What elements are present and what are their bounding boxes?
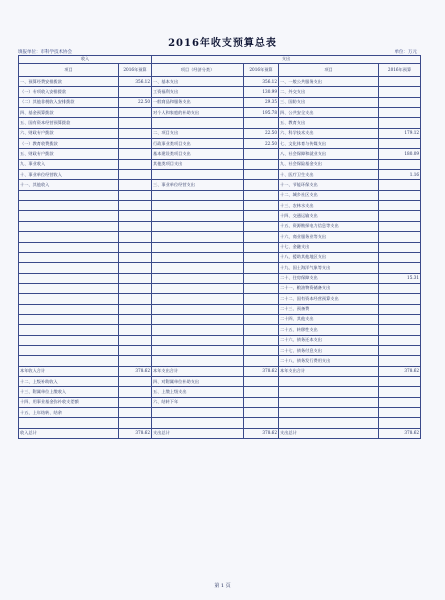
econ-budget-cell: 356.12 — [244, 77, 279, 87]
econ-item-cell — [152, 221, 244, 231]
income-budget-cell — [119, 356, 152, 366]
income-budget-cell — [119, 159, 152, 169]
table-row — [19, 294, 421, 304]
table-row — [19, 387, 421, 397]
econ-item-cell — [152, 294, 244, 304]
func-item-cell: 七、文化体育与传媒支出 — [279, 139, 379, 149]
func-budget-cell — [379, 345, 421, 355]
income-budget-cell — [119, 273, 152, 283]
func-item-cell: 二十六、债务还本支出 — [279, 335, 379, 345]
econ-item-cell — [152, 283, 244, 293]
income-budget-cell — [119, 294, 152, 304]
econ-item-cell: 三、事业单位经营支出 — [152, 180, 244, 190]
table-row — [19, 335, 421, 345]
econ-budget-cell — [244, 252, 279, 262]
econ-budget-cell — [244, 118, 279, 128]
func-budget-cell — [379, 108, 421, 118]
income-budget-cell — [119, 314, 152, 324]
func-budget-cell — [379, 232, 421, 242]
func-budget-cell — [379, 304, 421, 314]
econ-item-cell — [152, 242, 244, 252]
func-item-cell: 二、外交支出 — [279, 87, 379, 97]
income-budget-cell — [119, 201, 152, 211]
income-budget-cell — [119, 128, 152, 138]
econ-item-cell: 四、对附属单位补助支出 — [152, 376, 244, 386]
income-budget-cell — [119, 232, 152, 242]
header-row-2 — [19, 64, 421, 77]
income-budget-cell — [119, 408, 152, 418]
func-item-cell: 六、科学技术支出 — [279, 128, 379, 138]
func-item-cell: 八、社会保障和就业支出 — [279, 149, 379, 159]
income-item-cell — [19, 232, 119, 242]
func-budget-cell: 179.12 — [379, 128, 421, 138]
func-item-cell: 二十二、国有资本经营预算支出 — [279, 294, 379, 304]
func-item-cell — [279, 408, 379, 418]
func-item-cell: 十四、交通运输支出 — [279, 211, 379, 221]
econ-item-cell — [152, 408, 244, 418]
income-budget-cell — [119, 325, 152, 335]
income-budget-cell — [119, 252, 152, 262]
econ-budget-cell — [244, 418, 279, 428]
econ-budget-cell — [244, 325, 279, 335]
func-budget-cell — [379, 314, 421, 324]
econ-budget-cell: 29.35 — [244, 97, 279, 107]
func-budget-cell — [379, 356, 421, 366]
func-budget-cell — [379, 376, 421, 386]
income-item-cell: 五、财政专户拨款 — [19, 149, 119, 159]
expense-header: 支出 — [152, 56, 421, 64]
econ-item-cell — [152, 252, 244, 262]
income-item-cell — [19, 314, 119, 324]
econ-budget-cell — [244, 314, 279, 324]
income-item-cell: 收入总计 — [19, 428, 119, 438]
econ-item-cell — [152, 201, 244, 211]
table-row — [19, 232, 421, 242]
econ-item-cell: 对个人和家庭的补助支出 — [152, 108, 244, 118]
econ-budget-cell — [244, 294, 279, 304]
income-item-cell — [19, 304, 119, 314]
econ-budget-cell: 22.50 — [244, 139, 279, 149]
func-item-cell: 二十五、转移性支出 — [279, 325, 379, 335]
func-budget-cell — [379, 97, 421, 107]
table-row — [19, 170, 421, 180]
table-row — [19, 128, 421, 138]
func-budget-cell — [379, 201, 421, 211]
func-budget-cell — [379, 211, 421, 221]
func-item-cell — [279, 387, 379, 397]
income-budget-cell: 378.62 — [119, 428, 152, 438]
econ-budget-cell — [244, 149, 279, 159]
func-budget-cell — [379, 325, 421, 335]
func-budget-cell — [379, 159, 421, 169]
econ-item-cell — [152, 263, 244, 273]
func-item-cell: 十五、资源勘探电力信息等支出 — [279, 221, 379, 231]
econ-item-cell: 六、结转下年 — [152, 397, 244, 407]
func-budget-cell: 180.09 — [379, 149, 421, 159]
func-item-cell: 三、国防支出 — [279, 97, 379, 107]
income-item-cell — [19, 211, 119, 221]
income-budget-cell — [119, 335, 152, 345]
income-item-cell — [19, 221, 119, 231]
econ-budget-cell — [244, 242, 279, 252]
table-row — [19, 325, 421, 335]
table-row — [19, 428, 421, 438]
econ-item-cell: 基本建设类项目支出 — [152, 149, 244, 159]
econ-item-cell — [152, 335, 244, 345]
income-item-cell: 十、事业单位经营收入 — [19, 170, 119, 180]
econ-item-cell: 本年支出合计 — [152, 366, 244, 376]
econ-item-cell: 其他类项目支出 — [152, 159, 244, 169]
econ-item-cell — [152, 190, 244, 200]
income-budget-cell — [119, 170, 152, 180]
econ-budget-cell: 130.99 — [244, 87, 279, 97]
income-item-cell: 四、基金预算拨款 — [19, 108, 119, 118]
func-item-cell: 二十、住房保障支出 — [279, 273, 379, 283]
econ-budget-cell: 378.62 — [244, 428, 279, 438]
income-budget-cell — [119, 108, 152, 118]
income-budget-cell — [119, 211, 152, 221]
page-title: 2016年收支预算总表 — [168, 38, 277, 49]
income-item-cell: 一、预算经费安排拨款 — [19, 77, 119, 87]
econ-budget-cell — [244, 387, 279, 397]
income-budget-cell — [119, 345, 152, 355]
income-item-cell: （一）教育收费拨款 — [19, 139, 119, 149]
func-item-cell: 支出总计 — [279, 428, 379, 438]
income-item-cell — [19, 325, 119, 335]
econ-budget-cell — [244, 170, 279, 180]
func-budget-cell — [379, 418, 421, 428]
income-item-cell: 五、国有资本经营预算拨款 — [19, 118, 119, 128]
table-row — [19, 118, 421, 128]
table-row — [19, 283, 421, 293]
table-row — [19, 252, 421, 262]
econ-budget-cell — [244, 283, 279, 293]
econ-item-cell — [152, 170, 244, 180]
func-budget-cell — [379, 190, 421, 200]
income-item-cell: 十二、上级补助收入 — [19, 376, 119, 386]
table-row — [19, 242, 421, 252]
income-item-cell — [19, 283, 119, 293]
table-row — [19, 221, 421, 231]
income-item-cell: （一）专项收入安排拨款 — [19, 87, 119, 97]
func-item-cell: 十、医疗卫生支出 — [279, 170, 379, 180]
income-budget-cell — [119, 263, 152, 273]
func-budget-cell — [379, 408, 421, 418]
table-row — [19, 108, 421, 118]
econ-item-cell — [152, 418, 244, 428]
table-row — [19, 263, 421, 273]
econ-budget-cell — [244, 232, 279, 242]
table-row — [19, 397, 421, 407]
table-row — [19, 87, 421, 97]
econ-item-cell: 行政事业类项目支出 — [152, 139, 244, 149]
func-budget-cell — [379, 87, 421, 97]
econ-item-cell — [152, 273, 244, 283]
table-row — [19, 376, 421, 386]
func-item-cell: 一、一般公共服务支出 — [279, 77, 379, 87]
table-row — [19, 304, 421, 314]
income-item-cell: 十五、上年结转、结余 — [19, 408, 119, 418]
income-item-cell: 十一、其他收入 — [19, 180, 119, 190]
income-budget-cell — [119, 304, 152, 314]
func-budget-cell: 378.62 — [379, 366, 421, 376]
econ-budget-cell — [244, 376, 279, 386]
income-item-cell: 六、财政专户拨款 — [19, 128, 119, 138]
func-budget-cell: 15.31 — [379, 273, 421, 283]
table-row — [19, 201, 421, 211]
income-budget-cell: 356.12 — [119, 77, 152, 87]
econ-item-cell — [152, 314, 244, 324]
func-budget-cell — [379, 387, 421, 397]
econ-budget-cell — [244, 190, 279, 200]
income-budget-cell — [119, 242, 152, 252]
func-budget-cell — [379, 252, 421, 262]
income-budget-header: 2016年预算 — [119, 64, 152, 77]
func-budget-cell — [379, 397, 421, 407]
func-budget-cell — [379, 118, 421, 128]
econ-budget-cell — [244, 263, 279, 273]
func-item-cell — [279, 397, 379, 407]
func-budget-cell: 1.16 — [379, 170, 421, 180]
func-item-cell: 十三、农林水支出 — [279, 201, 379, 211]
func-item-cell: 十七、金融支出 — [279, 242, 379, 252]
currency-unit: 单位：万元 — [394, 50, 417, 55]
econ-item-cell — [152, 118, 244, 128]
func-item-cell: 四、公共安全支出 — [279, 108, 379, 118]
func-budget-cell — [379, 180, 421, 190]
func-budget-cell — [379, 283, 421, 293]
func-budget-cell: 378.62 — [379, 428, 421, 438]
income-budget-cell — [119, 149, 152, 159]
econ-budget-cell — [244, 221, 279, 231]
table-row — [19, 139, 421, 149]
func-item-cell — [279, 418, 379, 428]
table-row — [19, 180, 421, 190]
reporting-unit: 填报单位：市科学技术协会 — [18, 50, 72, 55]
econ-item-cell: 一般商品和服务支出 — [152, 97, 244, 107]
econ-item-cell: 工资福利支出 — [152, 87, 244, 97]
table-row — [19, 273, 421, 283]
econ-item-header: 项目（经济分类） — [152, 64, 244, 77]
income-budget-cell — [119, 418, 152, 428]
econ-budget-cell — [244, 397, 279, 407]
func-budget-cell — [379, 77, 421, 87]
income-header: 收入 — [19, 56, 152, 64]
func-item-cell: 二十四、其他支出 — [279, 314, 379, 324]
econ-item-cell — [152, 356, 244, 366]
func-budget-cell — [379, 242, 421, 252]
income-budget-cell — [119, 190, 152, 200]
budget-table — [18, 55, 421, 439]
table-row — [19, 314, 421, 324]
income-item-cell — [19, 201, 119, 211]
func-budget-cell — [379, 221, 421, 231]
func-item-cell: 九、社会保险基金支出 — [279, 159, 379, 169]
page-number: 第 1 页 — [214, 583, 231, 589]
func-budget-cell — [379, 294, 421, 304]
header-row-1 — [19, 56, 421, 64]
econ-item-cell — [152, 345, 244, 355]
table-row — [19, 418, 421, 428]
table-row — [19, 97, 421, 107]
func-item-header: 项目 — [279, 64, 379, 77]
income-budget-cell — [119, 118, 152, 128]
econ-budget-cell — [244, 159, 279, 169]
table-row — [19, 345, 421, 355]
econ-budget-cell: 22.50 — [244, 128, 279, 138]
income-item-cell — [19, 263, 119, 273]
income-budget-cell — [119, 397, 152, 407]
func-item-cell: 十一、节能环保支出 — [279, 180, 379, 190]
income-item-cell — [19, 190, 119, 200]
func-budget-cell — [379, 139, 421, 149]
func-budget-cell — [379, 263, 421, 273]
econ-budget-cell — [244, 273, 279, 283]
func-item-cell: 十二、城乡社区支出 — [279, 190, 379, 200]
econ-budget-cell — [244, 211, 279, 221]
func-item-cell — [279, 376, 379, 386]
income-budget-cell — [119, 87, 152, 97]
table-row — [19, 159, 421, 169]
func-item-cell: 二十七、债务付息支出 — [279, 345, 379, 355]
income-item-cell — [19, 242, 119, 252]
func-item-cell: 二十八、债务发行费用支出 — [279, 356, 379, 366]
table-row — [19, 356, 421, 366]
econ-budget-cell — [244, 201, 279, 211]
econ-item-cell: 二、项目支出 — [152, 128, 244, 138]
income-budget-cell — [119, 283, 152, 293]
func-item-cell: 五、教育支出 — [279, 118, 379, 128]
table-row — [19, 77, 421, 87]
econ-budget-cell — [244, 408, 279, 418]
func-budget-cell — [379, 335, 421, 345]
income-budget-cell — [119, 139, 152, 149]
econ-item-cell: 支出总计 — [152, 428, 244, 438]
func-item-cell: 本年支出合计 — [279, 366, 379, 376]
econ-budget-cell — [244, 180, 279, 190]
econ-budget-cell: 195.78 — [244, 108, 279, 118]
income-budget-cell — [119, 387, 152, 397]
income-item-cell: 十四、用事业基金弥补收支差额 — [19, 397, 119, 407]
table-row — [19, 149, 421, 159]
income-item-cell: （二）其他非税收入安排拨款 — [19, 97, 119, 107]
func-item-cell: 十九、国土海洋气象等支出 — [279, 263, 379, 273]
table-row — [19, 366, 421, 376]
econ-budget-cell — [244, 356, 279, 366]
income-item-cell: 九、事业收入 — [19, 159, 119, 169]
econ-item-cell — [152, 211, 244, 221]
func-item-cell: 十八、援助其他地区支出 — [279, 252, 379, 262]
table-row — [19, 190, 421, 200]
income-item-cell — [19, 418, 119, 428]
table-row — [19, 211, 421, 221]
income-budget-cell: 378.62 — [119, 366, 152, 376]
income-budget-cell — [119, 180, 152, 190]
func-item-cell: 十六、商业服务业等支出 — [279, 232, 379, 242]
func-item-cell: 二十一、粮油物资储备支出 — [279, 283, 379, 293]
func-budget-header: 2016年预算 — [379, 64, 421, 77]
econ-item-cell — [152, 304, 244, 314]
income-item-header: 项目 — [19, 64, 119, 77]
econ-item-cell — [152, 232, 244, 242]
econ-budget-header: 2016年预算 — [244, 64, 279, 77]
income-item-cell — [19, 335, 119, 345]
income-item-cell — [19, 345, 119, 355]
income-item-cell: 十三、附属单位上缴收入 — [19, 387, 119, 397]
income-item-cell — [19, 356, 119, 366]
table-row — [19, 408, 421, 418]
econ-item-cell — [152, 325, 244, 335]
func-item-cell: 二十三、预备费 — [279, 304, 379, 314]
econ-budget-cell: 378.62 — [244, 366, 279, 376]
econ-budget-cell — [244, 335, 279, 345]
econ-item-cell: 五、上缴上级支出 — [152, 387, 244, 397]
econ-budget-cell — [244, 345, 279, 355]
income-item-cell — [19, 294, 119, 304]
income-budget-cell — [119, 376, 152, 386]
income-budget-cell: 22.50 — [119, 97, 152, 107]
income-budget-cell — [119, 221, 152, 231]
income-item-cell — [19, 273, 119, 283]
income-item-cell — [19, 252, 119, 262]
income-item-cell: 本年收入合计 — [19, 366, 119, 376]
econ-budget-cell — [244, 304, 279, 314]
econ-item-cell: 一、基本支出 — [152, 77, 244, 87]
